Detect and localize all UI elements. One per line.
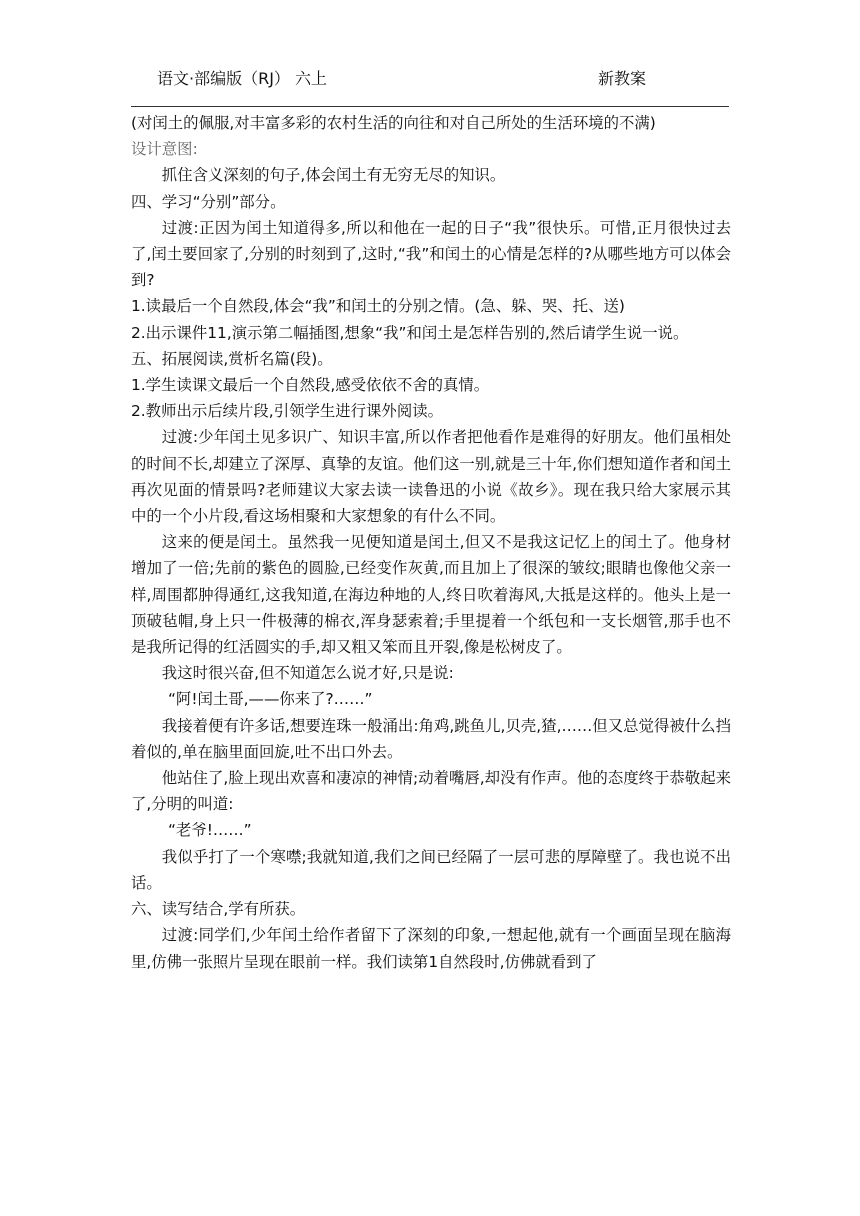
design-intent-label: 设计意图: <box>131 140 198 159</box>
list-item-show-courseware: 2.出示课件11,演示第二幅插图,想象“我”和闰土是怎样告别的,然后请学生说一说。 <box>131 323 689 342</box>
paragraph-reflection: (对闰土的佩服,对丰富多彩的农村生活的向往和对自己所处的生活环境的不满) <box>131 114 656 132</box>
paragraph-design-intent: 抓住含义深刻的句子,体会闰土有无穷无尽的知识。 <box>161 166 506 185</box>
list-item-student-reading: 1.学生读课文最后一个自然段,感受依依不舍的真情。 <box>131 376 490 395</box>
paragraph-transition-writing: 过渡:同学们,少年闰土给作者留下了深刻的印象,一想起他,就有一个画面呈现在脑海里,仿佛一张照片呈现在眼前一样。我们读第1自然段时,仿佛就看到了 <box>131 926 731 971</box>
excerpt-paragraph-many-words: 我接着便有许多话,想要连珠一般涌出:角鸡,跳鱼儿,贝壳,猹,……但又总觉得被什么挡着似的,单在脑里面回旋,吐不出口外去。 <box>131 716 731 761</box>
excerpt-paragraph-excited: 我这时很兴奋,但不知道怎么说才好,只是说: <box>161 664 454 683</box>
list-item-teacher-excerpt: 2.教师出示后续片段,引领学生进行课外阅读。 <box>131 402 443 421</box>
excerpt-paragraph-barrier: 我似乎打了一个寒噤;我就知道,我们之间已经隔了一层可悲的厚障壁了。我也说不出话。 <box>131 847 731 892</box>
header-doc-type: 新教案 <box>598 69 647 88</box>
header-subject: 语文·部编版（RJ） 六上 <box>157 69 328 88</box>
list-item-read-last-paragraph: 1.读最后一个自然段,体会“我”和闰土的分别之情。(急、躲、哭、托、送) <box>131 297 625 316</box>
excerpt-paragraph-respectful: 他站住了,脸上现出欢喜和凄凉的神情;动着嘴唇,却没有作声。他的态度终于恭敬起来了,分明的叫道: <box>131 769 731 814</box>
document-body <box>131 110 731 975</box>
section-heading-extended-reading: 五、拓展阅读,赏析名篇(段)。 <box>131 349 333 368</box>
excerpt-paragraph-runtu-arrives: 这来的便是闰土。虽然我一见便知道是闰土,但又不是我这记忆上的闰土了。他身材增加了一倍;先前的紫色的圆脸,已经变作灰黄,而且加上了很深的皱纹;眼睛也像他父亲一样,周围都肿得通红,这我知道,在海边种地的人,终日吹着海风,大抵是这样的。他头上是一顶破毡帽,身上只一件极薄的棉衣,浑身瑟索着;手里提着一个纸包和一支长烟管,那手也不是我所记得的红活圆实的手,却又粗又笨而且开裂,像是松树皮了。 <box>131 533 731 657</box>
page-header <box>131 60 729 100</box>
paragraph-transition-farewell: 过渡:正因为闰土知道得多,所以和他在一起的日子“我”很快乐。可惜,正月很快过去了,闰土要回家了,分别的时刻到了,这时,“我”和闰土的心情是怎样的?从哪些地方可以体会到? <box>131 218 731 290</box>
header-divider <box>131 106 729 107</box>
excerpt-quote-greeting: “阿!闰土哥,——你来了?……” <box>167 690 373 709</box>
section-heading-reading-writing: 六、读写结合,学有所获。 <box>131 900 306 919</box>
section-heading-farewell: 四、学习“分别”部分。 <box>131 192 286 211</box>
excerpt-quote-master: “老爷!……” <box>167 821 252 840</box>
paragraph-transition-reading: 过渡:少年闰土见多识广、知识丰富,所以作者把他看作是难得的好朋友。他们虽相处的时间不长,却建立了深厚、真挚的友谊。他们这一别,就是三十年,你们想知道作者和闰土再次见面的情景吗?老师建议大家去读一读鲁迅的小说《故乡》。现在我只给大家展示其中的一个小片段,看这场相聚和大家想象的有什么不同。 <box>131 428 731 526</box>
